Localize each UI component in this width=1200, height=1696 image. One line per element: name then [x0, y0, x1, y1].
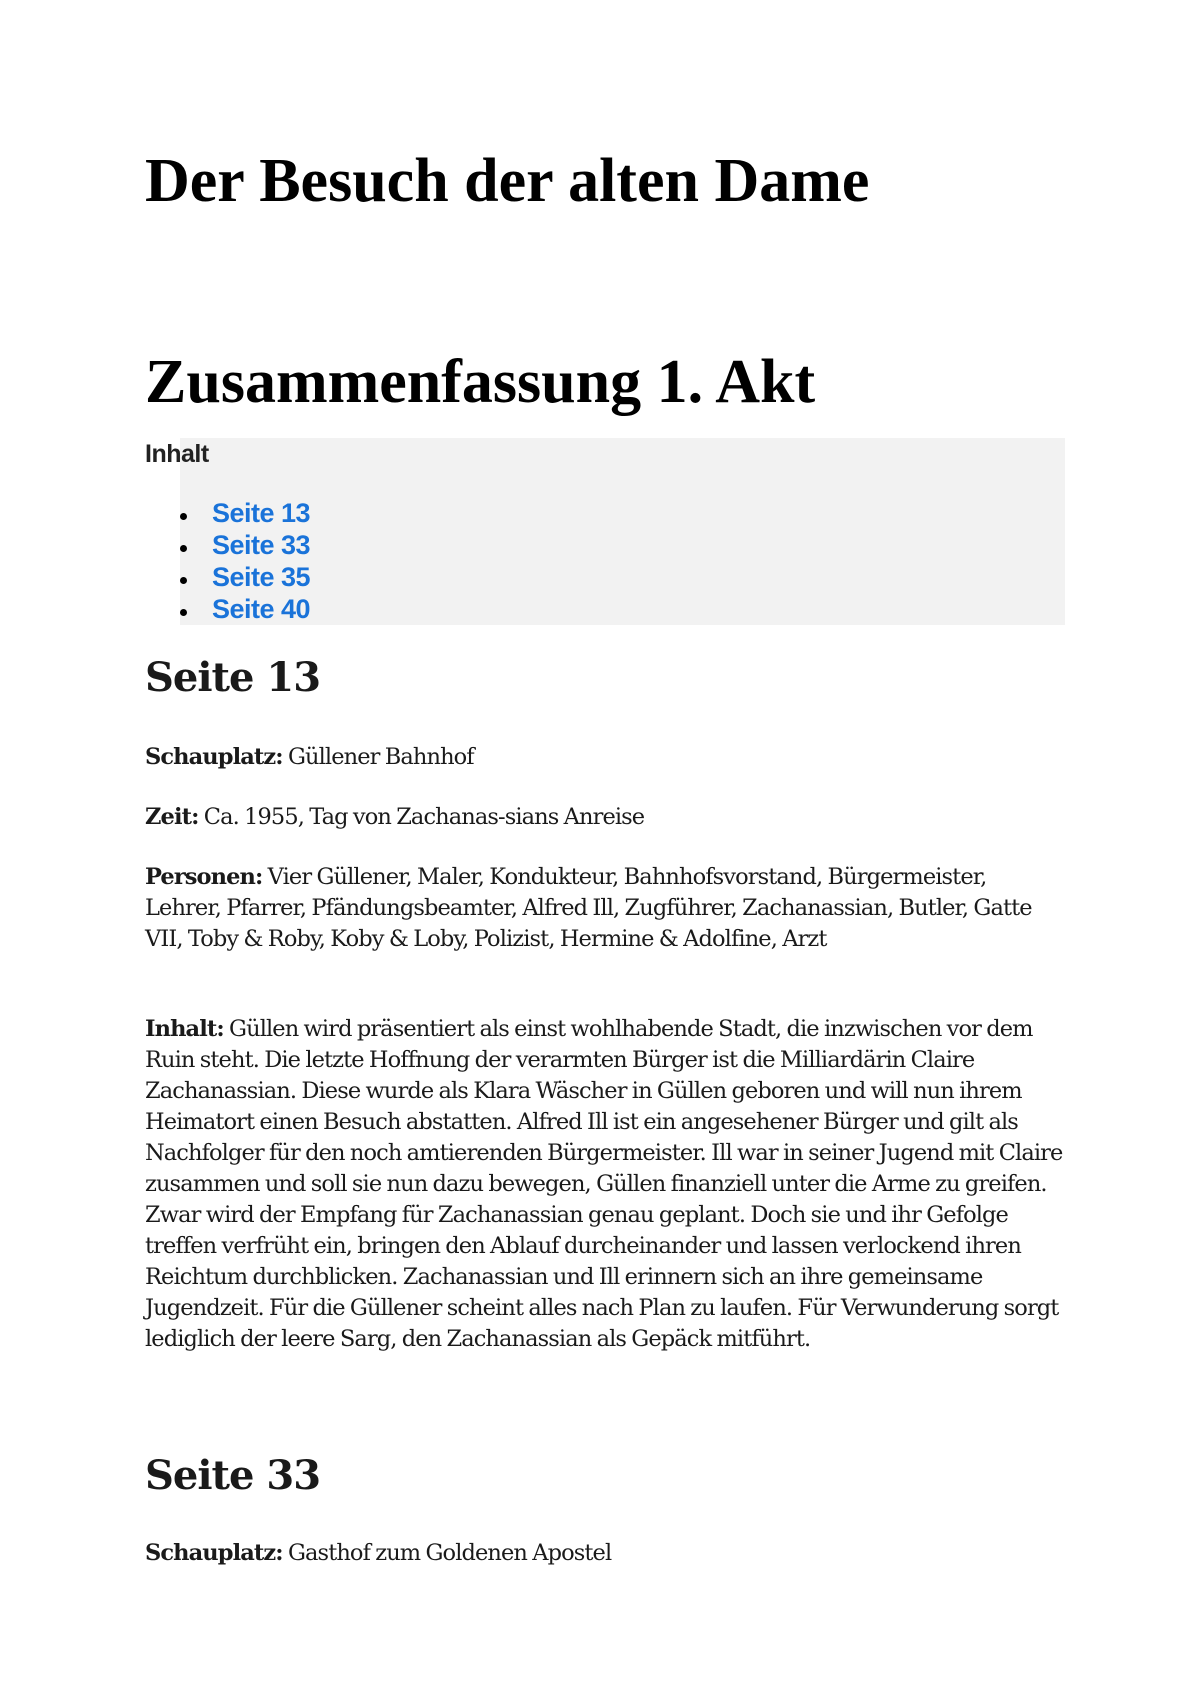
- field-label: Zeit:: [145, 804, 199, 830]
- field-zeit: [145, 802, 1065, 833]
- toc-link-seite-40[interactable]: Seite 40: [212, 594, 311, 624]
- toc-item: [180, 593, 310, 625]
- toc-link-seite-35[interactable]: Seite 35: [212, 562, 311, 592]
- bullet-icon: [180, 609, 187, 616]
- toc-list: [180, 497, 310, 625]
- field-label: Schauplatz:: [145, 1540, 283, 1566]
- toc-link-seite-13[interactable]: Seite 13: [212, 498, 311, 528]
- bullet-icon: [180, 513, 187, 520]
- act-title: Zusammenfassung 1. Akt: [145, 348, 816, 416]
- field-label: Inhalt:: [145, 1016, 224, 1042]
- field-label: Personen:: [145, 864, 263, 890]
- bullet-icon: [180, 577, 187, 584]
- section-heading-seite-13: Seite 13: [145, 654, 321, 701]
- field-inhalt: [145, 1014, 1065, 1355]
- field-value: Ca. 1955, Tag von Zachanas-sians Anreise: [203, 804, 645, 830]
- document-title: Der Besuch der alten Dame: [145, 147, 870, 215]
- field-schauplatz: [145, 1538, 1065, 1569]
- table-of-contents: [180, 438, 1065, 625]
- field-schauplatz: [145, 742, 1065, 773]
- toc-item: [180, 561, 310, 593]
- field-value: Vier Güllener, Maler, Kondukteur, Bahnhofsvorstand, Bürgermeister, Lehrer, Pfarrer, Pfändungsbeamter, Alfred Ill, Zugführer, Zachanassian, Butler, Gatte VII, Toby & Roby, Koby & Loby, Polizist, Hermine & Adolfine, Arzt: [145, 864, 1032, 952]
- toc-heading: Inhalt: [145, 440, 209, 468]
- field-label: Schauplatz:: [145, 744, 283, 770]
- bullet-icon: [180, 545, 187, 552]
- toc-item: [180, 497, 310, 529]
- toc-item: [180, 529, 310, 561]
- section-heading-seite-33: Seite 33: [145, 1452, 321, 1499]
- field-value: Güllen wird präsentiert als einst wohlhabende Stadt, die inzwischen vor dem Ruin steht. Die letzte Hoffnung der verarmten Bürger ist die Milliardärin Claire Zachanassian. Diese wurde als Klara Wäscher in Güllen geboren und will nun ihrem Heimatort einen Besuch abstatten. Alfred Ill ist ein angesehener Bürger und gilt als Nachfolger für den noch amtierenden Bürgermeister. Ill war in seiner Jugend mit Claire zusammen und soll sie nun dazu bewegen, Güllen finanziell unter die Arme zu greifen. Zwar wird der Empfang für Zachanassian genau geplant. Doch sie und ihr Gefolge treffen verfrüht ein, bringen den Ablauf durcheinander und lassen verlockend ihren Reichtum durchblicken. Zachanassian und Ill erinnern sich an ihre gemeinsame Jugendzeit. Für die Güllener scheint alles nach Plan zu laufen. Für Verwunderung sorgt lediglich der leere Sarg, den Zachanassian als Gepäck mitführt.: [145, 1016, 1063, 1352]
- field-value: Gasthof zum Goldenen Apostel: [287, 1540, 612, 1566]
- field-value: Güllener Bahnhof: [287, 744, 474, 770]
- field-personen: [145, 862, 1065, 955]
- toc-link-seite-33[interactable]: Seite 33: [212, 530, 311, 560]
